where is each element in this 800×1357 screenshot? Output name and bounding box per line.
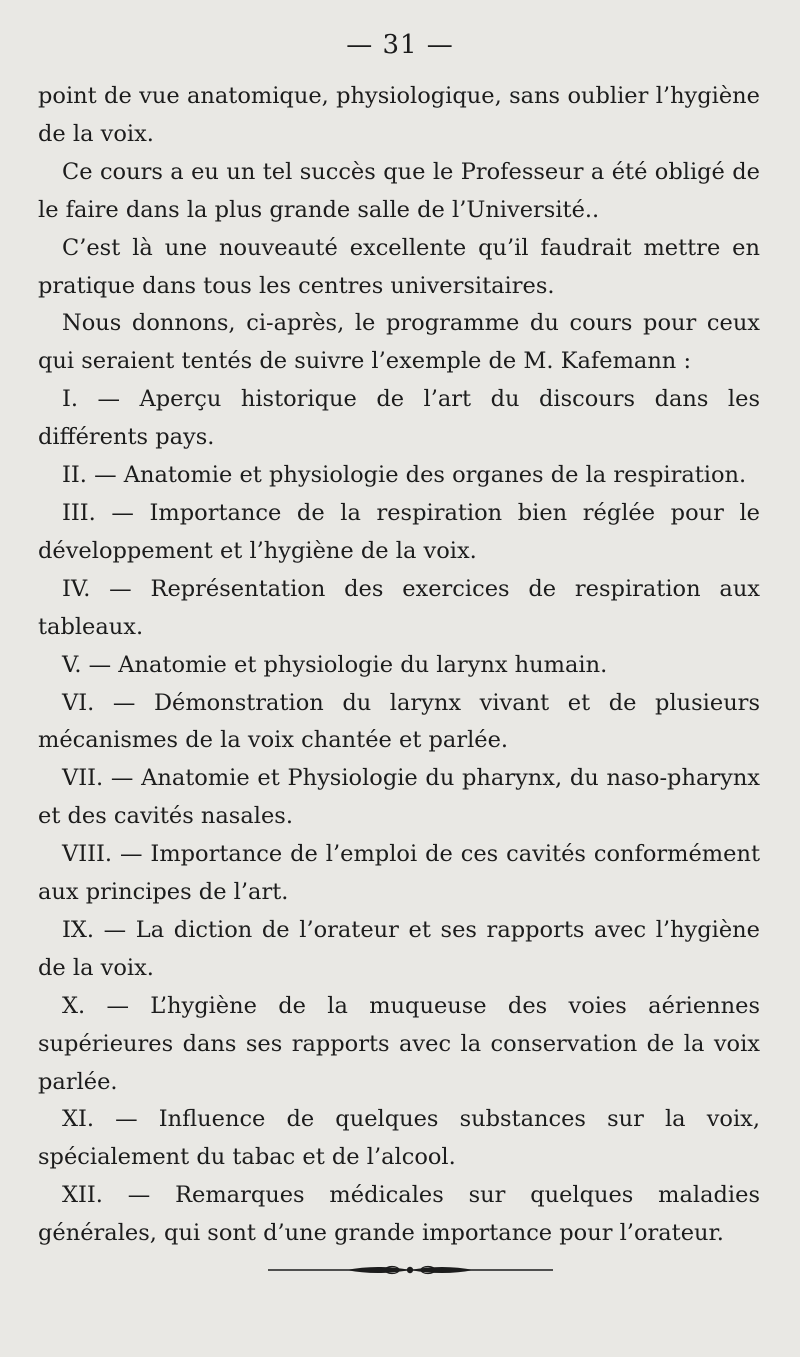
program-item: VIII. — Importance de l’emploi de ces cavités conformément aux principes de l’art.: [38, 841, 760, 906]
program-item: I. — Aperçu historique de l’art du discours dans les différents pays.: [38, 386, 760, 451]
paragraph: C’est là une nouveauté excellente qu’il faudrait mettre en pratique dans tous les centres universitaires.: [38, 234, 760, 299]
page-number: — 31 —: [346, 30, 454, 60]
program-item: II. — Anatomie et physiologie des organes de la respiration.: [62, 462, 747, 489]
paragraph: Nous donnons, ci-après, le programme du cours pour ceux qui seraient tentés de suivre l’exemple de M. Kafemann :: [38, 310, 760, 375]
program-item: VII. — Anatomie et Physiologie du pharynx, du naso-pharynx et des cavités nasales.: [38, 765, 760, 830]
paragraph: Ce cours a eu un tel succès que le Professeur a été obligé de le faire dans la plus grande salle de l’Université..: [38, 158, 760, 223]
ornament-divider-icon: [268, 1262, 553, 1278]
program-item: XII. — Remarques médicales sur quelques maladies générales, qui sont d’une grande importance pour l’orateur.: [38, 1182, 760, 1247]
program-item: VI. — Démonstration du larynx vivant et de plusieurs mécanismes de la voix chantée et parlée.: [38, 689, 760, 754]
body-text: [38, 78, 760, 1253]
program-item: XI. — Influence de quelques substances sur la voix, spécialement du tabac et de l’alcool.: [38, 1106, 760, 1171]
paragraph: point de vue anatomique, physiologique, sans oublier l’hygiène de la voix.: [38, 83, 760, 147]
program-item: IV. — Représentation des exercices de respiration aux tableaux.: [38, 575, 760, 640]
program-item: V. — Anatomie et physiologie du larynx humain.: [62, 651, 608, 678]
program-item: X. — L’hygiène de la muqueuse des voies aériennes supérieures dans ses rapports avec la conservation de la voix parlée.: [38, 992, 760, 1095]
program-item: III. — Importance de la respiration bien réglée pour le développement et l’hygiène de la voix.: [38, 499, 760, 564]
program-item: IX. — La diction de l’orateur et ses rapports avec l’hygiène de la voix.: [38, 916, 760, 981]
